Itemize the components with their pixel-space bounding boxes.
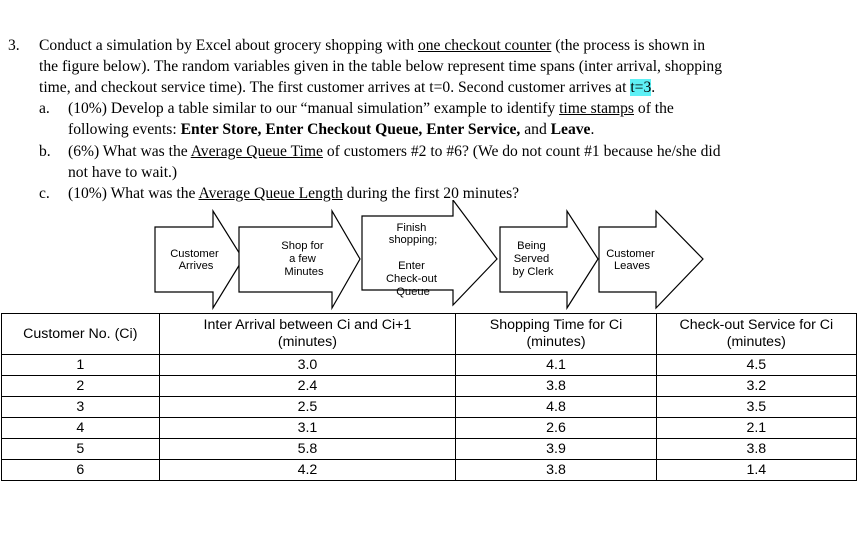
underlined-term: Average Queue Length (198, 185, 343, 202)
cell-customer: 2 (2, 376, 160, 397)
cell-shopping: 3.9 (456, 439, 656, 460)
step-3-line: Check-out (385, 273, 437, 285)
cell-customer: 4 (2, 418, 160, 439)
step-5-line: Leaves (613, 260, 651, 272)
step-3-line: Queue (396, 286, 430, 298)
underlined-term: one checkout counter (417, 37, 552, 54)
text: (the process is shown in (551, 37, 706, 54)
cell-customer: 1 (2, 355, 160, 376)
table-row (2, 376, 857, 397)
step-2-line: Minutes (284, 266, 324, 278)
header-checkout-service (656, 314, 856, 355)
cell-inter-arrival: 2.4 (159, 376, 456, 397)
highlighted-text: t=3 (630, 79, 652, 96)
part-b-label: b. (39, 143, 51, 160)
part-c-label: c. (39, 185, 50, 202)
step-3-line: shopping; (388, 234, 438, 246)
header-shopping-time (456, 314, 656, 355)
cell-service: 3.2 (656, 376, 856, 397)
step-4-line: Being (517, 240, 546, 252)
table-row (2, 460, 857, 481)
part-a-line-1 (68, 99, 674, 119)
step-5-line: Customer (606, 248, 655, 260)
header-line: Shopping Time for Ci (489, 317, 623, 333)
step-3-line: Enter (398, 260, 425, 272)
cell-service: 2.1 (656, 418, 856, 439)
question-line-3 (39, 78, 655, 98)
cell-inter-arrival: 3.0 (159, 355, 456, 376)
text: time, and checkout service time). The first customer arrives at t=0. Second customer arrives at (39, 79, 631, 96)
header-line: (minutes) (726, 334, 786, 350)
table-header-row (2, 314, 857, 355)
step-4-line: by Clerk (512, 266, 554, 278)
header-line: (minutes) (526, 334, 586, 350)
text: following events: (68, 121, 181, 138)
header-inter-arrival (159, 314, 456, 355)
part-a-label: a. (39, 100, 50, 117)
cell-shopping: 4.8 (456, 397, 656, 418)
table-row (2, 397, 857, 418)
header-line: Check-out Service for Ci (679, 317, 834, 333)
cell-customer: 6 (2, 460, 160, 481)
underlined-term: Average Queue Time (190, 143, 323, 160)
bold-event-leave: Leave (550, 121, 591, 138)
cell-service: 3.5 (656, 397, 856, 418)
text: . (651, 79, 656, 96)
cell-inter-arrival: 4.2 (159, 460, 456, 481)
cell-inter-arrival: 5.8 (159, 439, 456, 460)
step-4-line: Served (513, 253, 550, 265)
step-2-line: Shop for (281, 240, 324, 252)
header-line: (minutes) (277, 334, 338, 350)
cell-shopping: 4.1 (456, 355, 656, 376)
cell-service: 3.8 (656, 439, 856, 460)
text: Conduct a simulation by Excel about grocery shopping with (39, 37, 418, 54)
cell-service: 1.4 (656, 460, 856, 481)
text: of customers #2 to #6? (We do not count #1 because he/she did (322, 143, 721, 160)
text: during the first 20 minutes? (342, 185, 520, 202)
part-a-line-2 (68, 120, 594, 140)
random-variables-table (1, 313, 857, 481)
cell-shopping: 3.8 (456, 460, 656, 481)
question-line-2: the figure below). The random variables given in the table below represent time spans (inter arrival, shopping (39, 58, 723, 75)
table-row (2, 355, 857, 376)
cell-shopping: 3.8 (456, 376, 656, 397)
cell-customer: 5 (2, 439, 160, 460)
underlined-term: time stamps (559, 100, 634, 117)
cell-service: 4.5 (656, 355, 856, 376)
part-b-line-1 (68, 142, 721, 162)
step-1-line: Customer (170, 248, 219, 260)
process-flow-diagram (0, 200, 861, 315)
text: of the (634, 100, 674, 117)
text: (6%) What was the (68, 143, 191, 160)
text: and (520, 121, 551, 138)
cell-customer: 3 (2, 397, 160, 418)
table-row (2, 418, 857, 439)
step-3-line: Finish (396, 222, 427, 234)
cell-inter-arrival: 3.1 (159, 418, 456, 439)
question-number: 3. (8, 37, 20, 54)
part-b-line-2: not have to wait.) (68, 164, 178, 181)
step-4-label (512, 240, 553, 278)
text: (10%) What was the (68, 185, 199, 202)
bold-events: Enter Store, Enter Checkout Queue, Enter Service, (180, 121, 521, 138)
header-line: Inter Arrival between Ci and Ci+1 (203, 317, 412, 333)
cell-shopping: 2.6 (456, 418, 656, 439)
text: . (590, 121, 595, 138)
step-2-line: a few (289, 253, 316, 265)
header-customer-no: Customer No. (Ci) (2, 314, 160, 355)
cell-inter-arrival: 2.5 (159, 397, 456, 418)
table-row (2, 439, 857, 460)
step-1-line: Arrives (178, 260, 214, 272)
text: (10%) Develop a table similar to our “manual simulation” example to identify (68, 100, 560, 117)
question-line-1 (39, 36, 705, 56)
